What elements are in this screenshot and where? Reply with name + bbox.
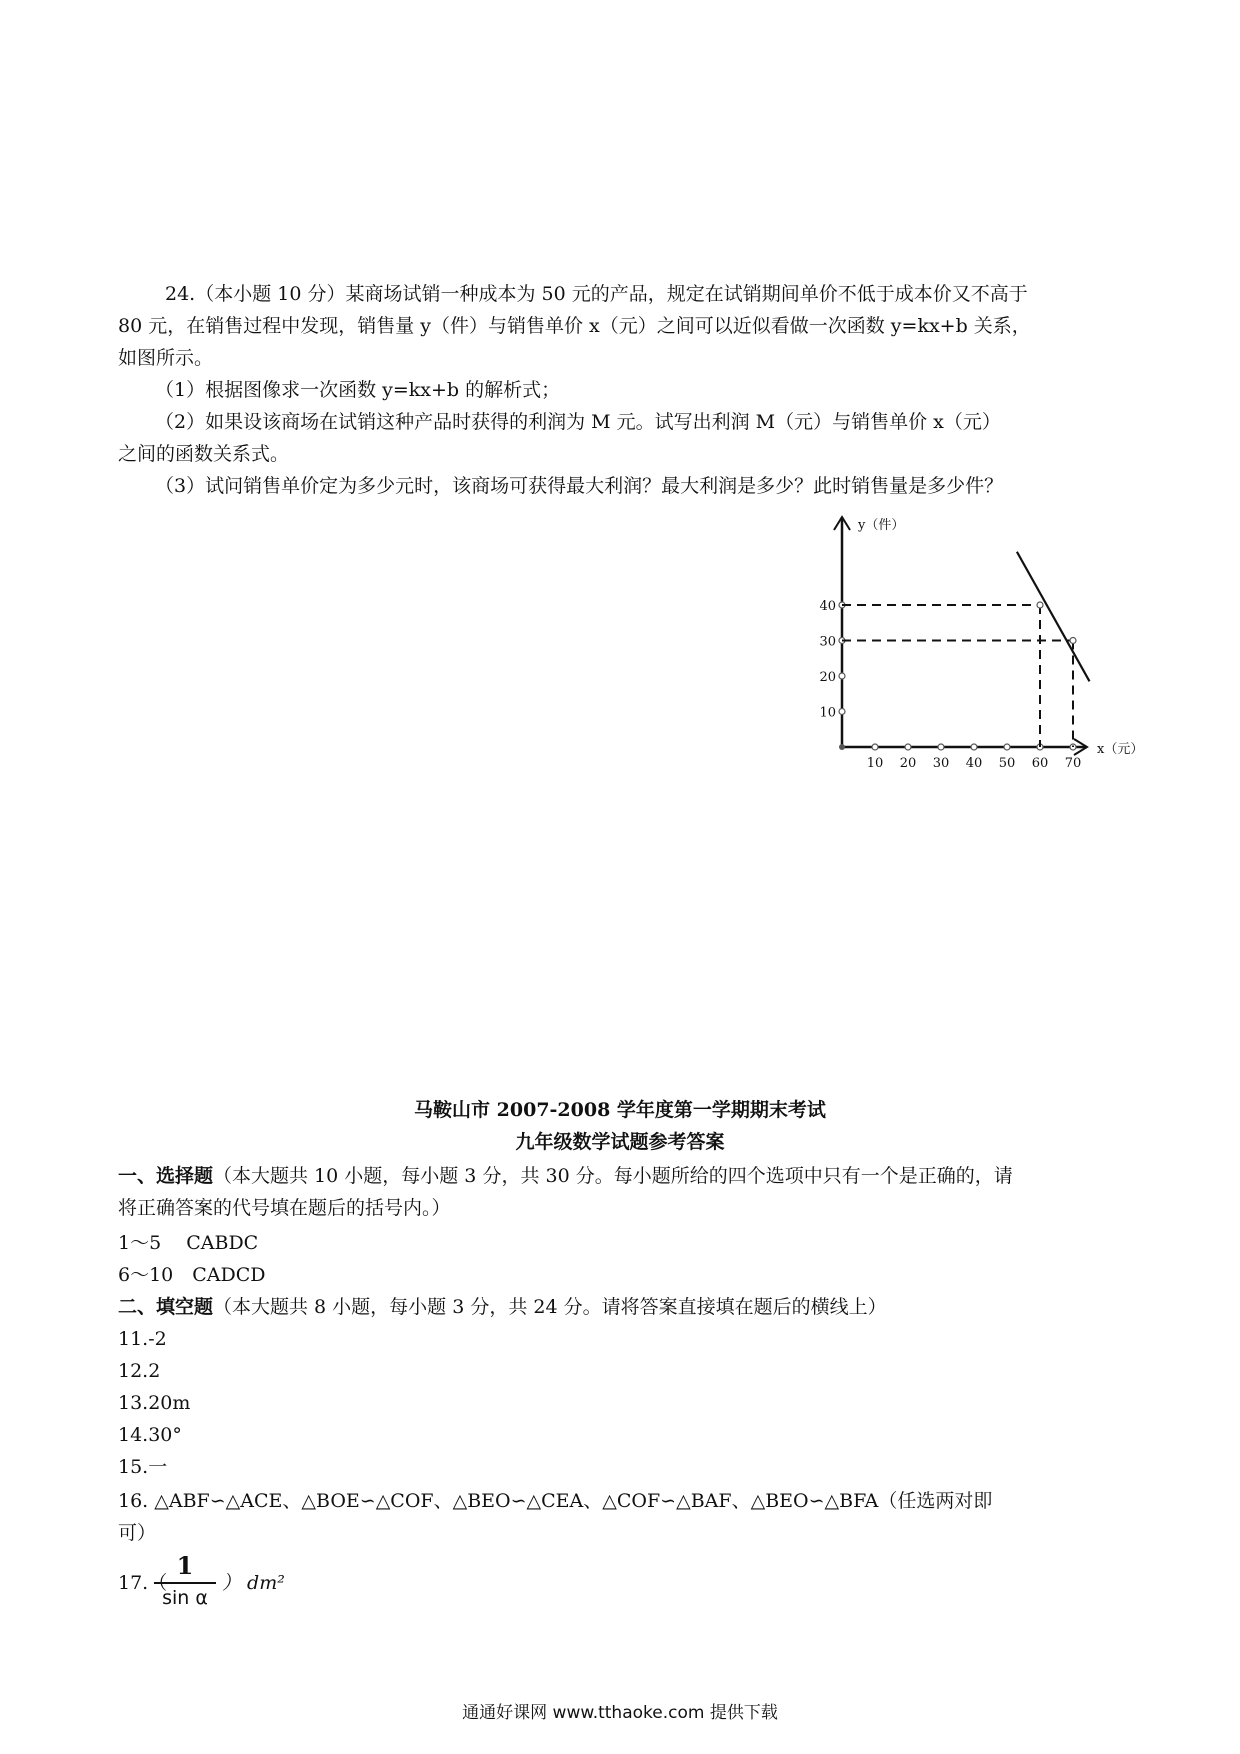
fraction-bar — [154, 1582, 216, 1584]
answer-16-line-1: 16. △ABF∽△ACE、△BOE∽△COF、△BEO∽△CEA、△COF∽△BAF、△BEO∽△BFA（任选两对即 — [118, 1490, 993, 1512]
y-tick-mark — [839, 709, 845, 715]
fraction-denominator: sin α — [162, 1587, 208, 1609]
function-line — [1017, 552, 1090, 682]
y-axis-label: y（件） — [858, 518, 905, 533]
y-tick-label: 10 — [819, 705, 836, 721]
x-tick-mark — [971, 744, 977, 750]
ticks — [819, 599, 1081, 771]
section-2 — [118, 1294, 887, 1320]
fraction-numerator: 1 — [176, 1551, 194, 1580]
question-part-1: （1）根据图像求一次函数 y=kx+b 的解析式； — [155, 379, 561, 401]
question-line-2: 80 元，在销售过程中发现，销售量 y（件）与销售单价 x（元）之间可以近似看做一次函数 y=kx+b 关系， — [118, 315, 1031, 337]
question-part-2a: （2）如果设该商场在试销这种产品时获得的利润为 M 元。试写出利润 M（元）与销售单价 x（元） — [155, 411, 1001, 433]
answers-title-2: 九年级数学试题参考答案 — [515, 1131, 725, 1153]
answers-title-1: 马鞍山市 2007-2008 学年度第一学期期末考试 — [414, 1099, 826, 1121]
question-part-2b: 之间的函数关系式。 — [118, 443, 290, 465]
marked-point — [1037, 602, 1043, 608]
axes — [834, 517, 1143, 757]
answer-13: 13.20m — [118, 1392, 191, 1414]
page-footer: 通通好课网 www.tthaoke.com 提供下载 — [462, 1703, 778, 1723]
marks — [842, 552, 1090, 747]
y-tick-label: 40 — [819, 599, 836, 614]
x-tick-label: 70 — [1064, 756, 1082, 771]
x-tick-label: 40 — [965, 756, 983, 771]
question-line-1: 24.（本小题 10 分）某商场试销一种成本为 50 元的产品，规定在试销期间单价不低于成本价又不高于 — [165, 283, 1028, 305]
answer-17-suffix: ） dm² — [222, 1572, 285, 1594]
answer-17-fraction — [150, 1552, 220, 1610]
x-tick-label: 20 — [899, 756, 917, 771]
x-tick-label: 60 — [1031, 756, 1049, 771]
x-tick-label: 50 — [998, 756, 1016, 771]
section-2-desc: （本大题共 8 小题，每小题 3 分，共 24 分。请将答案直接填在题后的横线上） — [213, 1296, 887, 1318]
answer-11: 11.-2 — [118, 1328, 167, 1350]
y-tick-label: 30 — [819, 634, 836, 650]
answer-12: 12.2 — [118, 1360, 161, 1382]
x-tick-mark — [1004, 744, 1010, 750]
section-2-heading: 二、填空题 — [118, 1296, 214, 1318]
section-1-heading: 一、选择题 — [118, 1165, 214, 1187]
answer-16-line-2: 可） — [118, 1522, 157, 1544]
answer-17-prefix: 17.（ — [118, 1572, 168, 1594]
y-tick-mark — [839, 673, 845, 679]
section-1-desc-2: 将正确答案的代号填在题后的括号内。） — [118, 1197, 451, 1219]
x-axis-label: x（元） — [1097, 742, 1144, 757]
section-1-desc: （本大题共 10 小题，每小题 3 分，共 30 分。每小题所给的四个选项中只有一个是正确的，请 — [213, 1165, 1013, 1187]
x-tick-mark — [872, 744, 878, 750]
mc-answers-2: 6～10 CADCD — [118, 1264, 266, 1286]
answer-15: 15.一 — [118, 1456, 168, 1478]
mc-answers-1: 1～5 CABDC — [118, 1232, 259, 1254]
y-tick-label: 20 — [819, 670, 836, 685]
x-tick-label: 10 — [866, 756, 884, 771]
origin-dot — [839, 744, 845, 750]
section-1 — [118, 1163, 1013, 1189]
question-line-3: 如图所示。 — [118, 347, 214, 369]
answer-14: 14.30° — [118, 1424, 182, 1446]
x-tick-mark — [905, 744, 911, 750]
question-part-3: （3）试问销售单价定为多少元时，该商场可获得最大利润？最大利润是多少？此时销售量是多少件？ — [155, 475, 1004, 497]
marked-point — [1070, 638, 1076, 644]
x-tick-mark — [938, 744, 944, 750]
function-graph — [800, 505, 1190, 775]
x-tick-label: 30 — [932, 756, 950, 771]
